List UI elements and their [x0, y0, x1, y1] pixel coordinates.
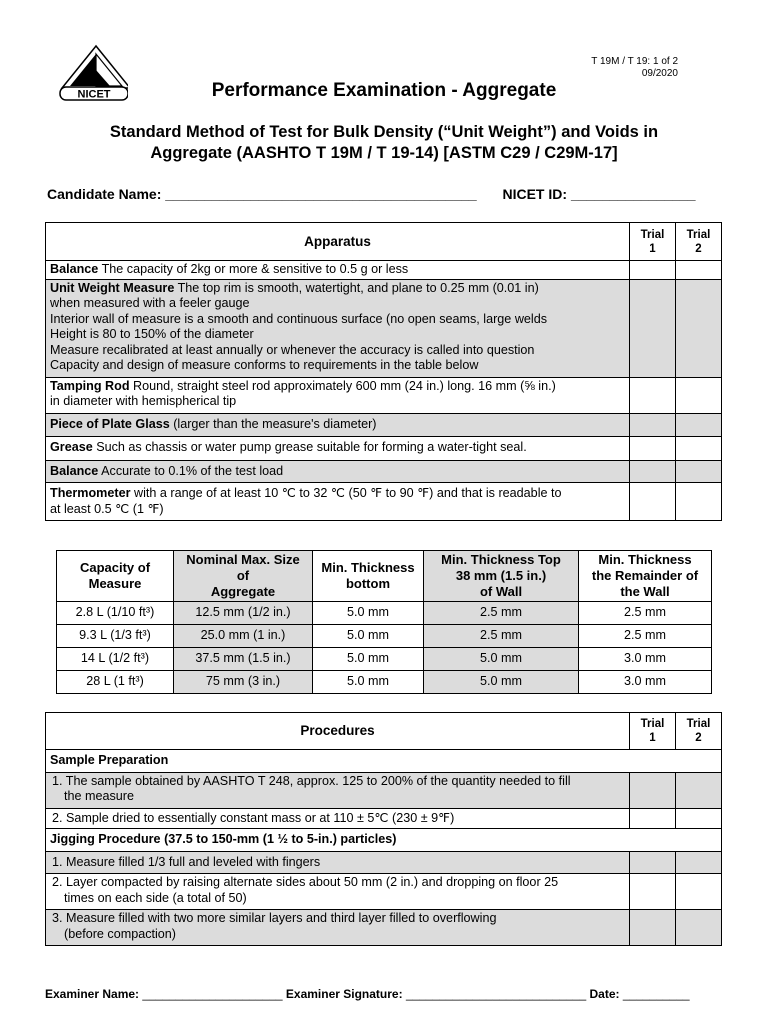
cell: 5.0 mm — [313, 648, 424, 671]
cell: 2.5 mm — [579, 625, 712, 648]
cell: 2.5 mm — [424, 625, 579, 648]
nicet-id-label: NICET ID: — [502, 186, 568, 202]
trial-1-checkbox[interactable] — [630, 483, 676, 521]
col-capacity-header: Capacity of Measure — [57, 551, 174, 602]
trial-1-checkbox[interactable] — [630, 437, 676, 461]
apparatus-header: Apparatus — [46, 223, 630, 261]
measure-row — [57, 671, 712, 694]
trial-2-checkbox[interactable] — [676, 910, 722, 946]
trial-2-checkbox[interactable] — [676, 279, 722, 377]
trial-2-checkbox[interactable] — [676, 808, 722, 829]
cell: 5.0 mm — [313, 671, 424, 694]
cell: 25.0 mm (1 in.) — [174, 625, 313, 648]
apparatus-row — [46, 437, 722, 461]
subtitle-line-2: Aggregate (AASHTO T 19M / T 19-14) [ASTM C29 / C29M-17] — [150, 144, 618, 162]
procedure-row — [46, 874, 722, 910]
apparatus-item: Unit Weight Measure The top rim is smooth, watertight, and plane to 0.25 mm (0.01 in) when measured with a feeler gauge Interior wall of measure is a smooth and continuous surface (no open seams, large welds Height is 80 to 150% of the diameter Measure recalibrated at least annually or whenever the accuracy is called into question Capacity and design of measure conforms to requirements in the table below — [46, 279, 630, 377]
cell: 5.0 mm — [313, 602, 424, 625]
procedures-header-row — [46, 713, 722, 750]
apparatus-item: Tamping Rod Round, straight steel rod approximately 600 mm (24 in.) long. 16 mm (⅝ in.) in diameter with hemispherical tip — [46, 377, 630, 413]
procedure-row — [46, 772, 722, 808]
trial-1-checkbox[interactable] — [630, 460, 676, 483]
cell: 14 L (1/2 ft³) — [57, 648, 174, 671]
subtitle-line-1: Standard Method of Test for Bulk Density (“Unit Weight”) and Voids in — [109, 123, 659, 141]
date-label: Date: — [589, 987, 620, 1001]
trial-1-checkbox[interactable] — [630, 261, 676, 280]
procedure-row — [46, 808, 722, 829]
cell: 3.0 mm — [579, 671, 712, 694]
procedure-step: 1. The sample obtained by AASHTO T 248, approx. 125 to 200% of the quantity needed to fill the measure — [46, 772, 630, 808]
apparatus-item: Grease Such as chassis or water pump grease suitable for forming a water-tight seal. — [46, 437, 630, 461]
section-jigging-procedure: Jigging Procedure (37.5 to 150-mm (1 ½ to 5-in.) particles) — [46, 829, 722, 852]
trial-2-checkbox[interactable] — [676, 460, 722, 483]
col-thickness-top-header: Min. Thickness Top 38 mm (1.5 in.) of Wall — [424, 551, 579, 602]
examiner-name-field[interactable]: _____________________ — [142, 987, 283, 1001]
trial-1-checkbox[interactable] — [630, 772, 676, 808]
apparatus-item: Balance The capacity of 2kg or more & sensitive to 0.5 g or less — [46, 261, 630, 280]
logo-text: NICET — [77, 88, 111, 101]
apparatus-table — [45, 222, 722, 521]
apparatus-row — [46, 460, 722, 483]
trial-2-header: Trial 2 — [676, 223, 722, 261]
candidate-name-label: Candidate Name: — [47, 186, 162, 202]
trial-2-checkbox[interactable] — [676, 483, 722, 521]
trial-2-checkbox[interactable] — [676, 413, 722, 437]
page-subtitle — [60, 122, 708, 164]
col-thickness-bottom-header: Min. Thickness bottom — [313, 551, 424, 602]
candidate-name-field[interactable]: ________________________________________ — [165, 186, 477, 202]
cell: 9.3 L (1/3 ft³) — [57, 625, 174, 648]
date-field[interactable]: __________ — [622, 987, 690, 1001]
examiner-name-label: Examiner Name: — [45, 987, 140, 1001]
trial-1-checkbox[interactable] — [630, 808, 676, 829]
trial-1-header: Trial 1 — [630, 713, 676, 750]
trial-1-checkbox[interactable] — [630, 851, 676, 874]
apparatus-item: Thermometer with a range of at least 10 ℃ to 32 ℃ (50 ℉ to 90 ℉) and that is readable to at least 0.5 ℃ (1 ℉) — [46, 483, 630, 521]
procedure-step: 2. Sample dried to essentially constant mass or at 110 ± 5℃ (230 ± 9℉) — [46, 808, 630, 829]
examiner-footer — [45, 987, 690, 1001]
cell: 2.8 L (1/10 ft³) — [57, 602, 174, 625]
procedures-table — [45, 712, 722, 946]
section-sample-preparation: Sample Preparation — [46, 750, 722, 773]
trial-2-checkbox[interactable] — [676, 377, 722, 413]
apparatus-item: Balance Accurate to 0.1% of the test load — [46, 460, 630, 483]
trial-1-checkbox[interactable] — [630, 910, 676, 946]
measure-header-row — [57, 551, 712, 602]
measure-row — [57, 648, 712, 671]
doc-date: 09/2020 — [641, 68, 678, 79]
trial-1-checkbox[interactable] — [630, 413, 676, 437]
measure-requirements-table — [56, 550, 712, 694]
trial-2-checkbox[interactable] — [676, 874, 722, 910]
apparatus-header-row — [46, 223, 722, 261]
cell: 5.0 mm — [424, 671, 579, 694]
cell: 28 L (1 ft³) — [57, 671, 174, 694]
trial-2-checkbox[interactable] — [676, 437, 722, 461]
procedure-row — [46, 851, 722, 874]
examiner-signature-label: Examiner Signature: — [285, 987, 403, 1001]
cell: 2.5 mm — [579, 602, 712, 625]
apparatus-item: Piece of Plate Glass (larger than the measure's diameter) — [46, 413, 630, 437]
document-reference — [591, 56, 678, 80]
trial-1-checkbox[interactable] — [630, 377, 676, 413]
apparatus-row — [46, 279, 722, 377]
trial-2-header: Trial 2 — [676, 713, 722, 750]
cell: 5.0 mm — [424, 648, 579, 671]
trial-1-checkbox[interactable] — [630, 874, 676, 910]
procedure-row — [46, 910, 722, 946]
trial-2-checkbox[interactable] — [676, 772, 722, 808]
measure-row — [57, 625, 712, 648]
col-thickness-remainder-header: Min. Thickness the Remainder of the Wall — [579, 551, 712, 602]
section-row — [46, 829, 722, 852]
cell: 37.5 mm (1.5 in.) — [174, 648, 313, 671]
section-row — [46, 750, 722, 773]
procedures-header: Procedures — [46, 713, 630, 750]
col-nominal-size-header: Nominal Max. Size of Aggregate — [174, 551, 313, 602]
trial-2-checkbox[interactable] — [676, 851, 722, 874]
trial-1-checkbox[interactable] — [630, 279, 676, 377]
cell: 75 mm (3 in.) — [174, 671, 313, 694]
apparatus-row — [46, 261, 722, 280]
trial-2-checkbox[interactable] — [676, 261, 722, 280]
page-title: Performance Examination - Aggregate — [211, 80, 557, 101]
procedure-step: 2. Layer compacted by raising alternate sides about 50 mm (2 in.) and dropping on floor 25 times on each side (a total of 50) — [46, 874, 630, 910]
cell: 12.5 mm (1/2 in.) — [174, 602, 313, 625]
apparatus-row — [46, 483, 722, 521]
measure-row — [57, 602, 712, 625]
cell: 5.0 mm — [313, 625, 424, 648]
trial-1-header: Trial 1 — [630, 223, 676, 261]
doc-ref: T 19M / T 19: 1 of 2 — [591, 56, 678, 67]
apparatus-row — [46, 413, 722, 437]
apparatus-row — [46, 377, 722, 413]
cell: 3.0 mm — [579, 648, 712, 671]
cell: 2.5 mm — [424, 602, 579, 625]
procedure-step: 1. Measure filled 1/3 full and leveled with fingers — [46, 851, 630, 874]
procedure-step: 3. Measure filled with two more similar layers and third layer filled to overflowing (before compaction) — [46, 910, 630, 946]
nicet-id-field[interactable]: ________________ — [570, 186, 696, 202]
candidate-line — [47, 186, 696, 202]
examiner-signature-field[interactable]: ___________________________ — [405, 987, 587, 1001]
